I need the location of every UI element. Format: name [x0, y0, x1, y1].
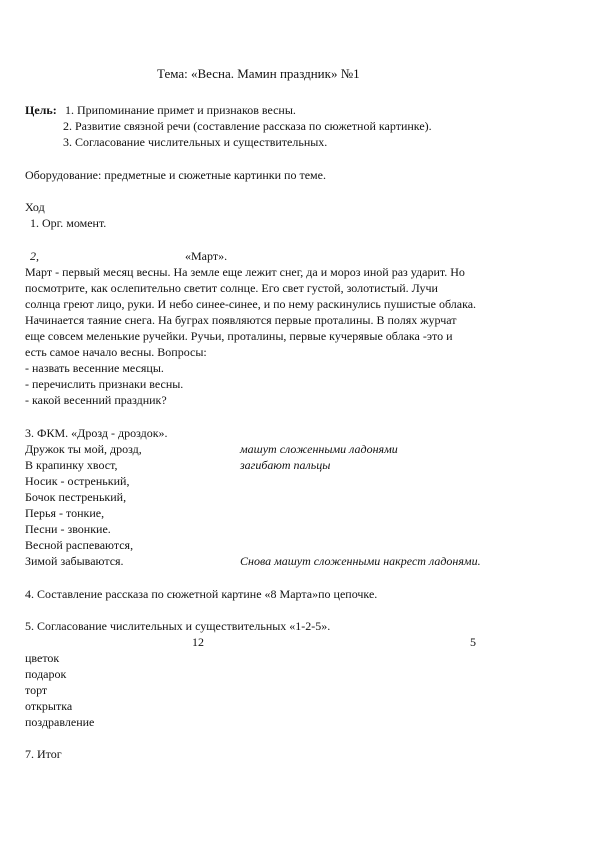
paragraph-line: еще совсем меленькие ручейки. Ручьи, проталины, первые кучерявые облака -это и [25, 329, 453, 343]
goal-item: 2. Развитие связной речи (составление рассказа по сюжетной картинке). [63, 119, 432, 133]
poem-line: Перья - тонкие, [25, 506, 105, 520]
question-item: - какой весенний праздник? [25, 393, 167, 407]
paragraph-line: посмотрите, как ослепительно светит солнце. Его свет густой, золотистый. Лучи [25, 281, 438, 295]
word-item: торт [25, 683, 48, 697]
poem-note: машут сложенными ладонями [240, 442, 398, 456]
poem-line: В крапинку хвост, [25, 458, 118, 472]
page-title: Тема: «Весна. Мамин праздник» №1 [157, 66, 360, 81]
step7-text: 7. Итог [25, 747, 62, 761]
word-item: открытка [25, 699, 73, 713]
poem-line: Весной распеваются, [25, 538, 134, 552]
step4-text: 4. Составление рассказа по сюжетной картине «8 Марта»по цепочке. [25, 587, 378, 601]
word-item: поздравление [25, 715, 95, 729]
word-item: цветок [25, 651, 60, 665]
step3-heading: 3. ФКМ. «Дрозд - дроздок». [25, 426, 168, 440]
step2-number: 2, [30, 249, 39, 263]
paragraph-line: Март - первый месяц весны. На земле еще лежит снег, да и мороз иной раз ударит. Но [25, 265, 465, 279]
column-header-5: 5 [470, 635, 476, 649]
column-header-12: 12 [192, 635, 204, 649]
word-item: подарок [25, 667, 67, 681]
poem-line: Песни - звонкие. [25, 522, 111, 536]
progress-heading: Ход [25, 200, 45, 214]
step1-text: 1. Орг. момент. [30, 216, 107, 230]
poem-line: Дружок ты мой, дрозд, [25, 442, 142, 456]
question-item: - назвать весенние месяцы. [25, 361, 164, 375]
poem-note: загибают пальцы [240, 458, 331, 472]
poem-note: Снова машут сложенными накрест ладонями. [240, 554, 481, 568]
question-item: - перечислить признаки весны. [25, 377, 184, 391]
step5-heading: 5. Согласование числительных и существительных «1-2-5». [25, 619, 331, 633]
equipment-text: Оборудование: предметные и сюжетные картинки по теме. [25, 168, 326, 182]
paragraph-line: Начинается таяние снега. На буграх появляются первые проталины. В полях журчат [25, 313, 457, 327]
paragraph-line: солнца греют лицо, руки. И небо синее-синее, и по нему раскинулись пушистые облака. [25, 297, 477, 311]
goals-label: Цель: [25, 103, 57, 117]
paragraph-line: есть самое начало весны. Вопросы: [25, 345, 207, 359]
poem-line: Зимой забываются. [25, 554, 124, 568]
poem-line: Носик - остренький, [25, 474, 130, 488]
goal-item: 3. Согласование числительных и существительных. [63, 135, 328, 149]
poem-line: Бочок пестренький, [25, 490, 127, 504]
step2-title: «Март». [185, 249, 228, 263]
goal-item: 1. Припоминание примет и признаков весны. [65, 103, 296, 117]
